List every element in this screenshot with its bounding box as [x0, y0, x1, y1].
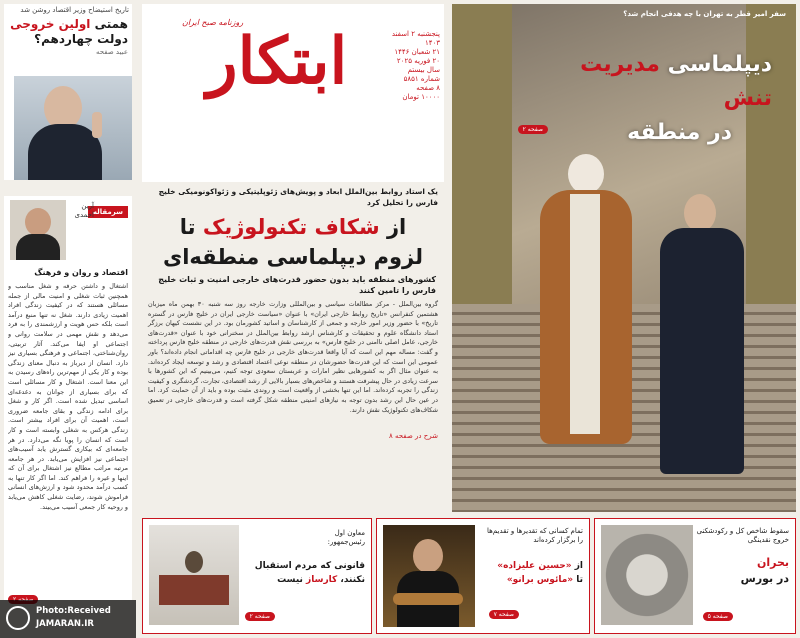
lead-subhead: کشورهای منطقه باید بدون حضور قدرت‌های خارجی امنیت و ثبات خلیج فارس را تامین کنند — [158, 275, 436, 295]
date-line: سال بیستم — [407, 66, 440, 74]
lead-body: گروه بین‌الملل - مرکز مطالعات سیاسی و بین‌المللی وزارت خارجه روز سه شنبه ۳۰ بهمن ماه میزبان هشتمین کنفرانس «تاریخ روابط خارجی ایران» با عنوان «سیاست خارجی ایران در خلیج فارس در گستره تاریخ» با حضور وزیر امور خارجه و جمعی از کارشناسان و اساتید کشورمان بود. در این نشست کیهان برزگر استاد دانشگاه علوم و تحقیقات و کارشناس ارشد روابط بین‌الملل در سخنرانی خود با عنوان «قدرت‌های خارجی، عامل اصلی ناامنی در خلیج فارس» به بررسی نقش قدرت‌های خارجی در منطقه خلیج فارس پرداخته و گفت: مساله مهم این است که آیا واقعا قدرت‌های خارجی در خلیج فارس چه اقداماتی انجام داده‌اند؟ باور عمومی این است که این قدرت‌ها حضورشان در منطقه نوعی اعتماد اقتصادی و رشد و توسعه ایجاد کرده‌اند. به عنوان مثال اگر به کشورهایی نظیر امارات و عربستان سعودی توجه کنیم، می‌بینیم که این کشورها با سرعت زیادی در حال پیشرفت هستند و شاخص‌های بسیار بالایی از رشد اقتصادی، تجارت، گردشگری و کیفیت زندگی را تجربه کرده‌اند. اما این تنها بخشی از واقعیت است و روندی مثبت بوده و باید از آن حمایت کرد. اما در عین حال این رشد بدون توجه به نیازهای امنیتی منطقه شکل گرفته است و قدرت‌های خارجی در تعمیق شکاف‌های تکنولوژیک نقش دارند. — [148, 300, 438, 414]
lead-headline: از شکاف تکنولوژیک تا لزوم دیپلماسی منطقه‌ای — [162, 215, 423, 269]
watermark-line2: JAMARAN.IR — [36, 619, 94, 629]
column-title: اقتصاد و روان و فرهنگ — [34, 268, 128, 277]
stock-photo — [601, 525, 693, 625]
masthead — [142, 4, 444, 182]
masthead-tagline: روزنامه صبح ایران — [182, 18, 244, 27]
date-line: ۸ صفحه — [416, 84, 440, 92]
date-line: ۲۰ فوریه ۲۰۲۵ — [396, 57, 440, 65]
column-author-photo — [10, 200, 66, 260]
column-author: آرین احمدی — [74, 202, 94, 219]
music-kicker: تمام کسانی که تقدیرها و تقدیم‌ها را برگزار کرده‌اند — [487, 527, 583, 544]
date-line: پنجشنبه ۲ اسفند ۱۴۰۳ — [391, 30, 440, 47]
editorial-column[interactable] — [4, 196, 132, 600]
law-headline: قانونی که مردم استقبال نکنند، کارساز نیست — [254, 561, 365, 585]
law-kicker: معاون اول رئیس‌جمهور: — [327, 529, 365, 546]
date-line: ۲۱ شعبان ۱۴۴۶ — [394, 48, 440, 56]
law-page-ref: صفحه ۲ — [245, 603, 275, 622]
bottom-card-law[interactable] — [142, 518, 372, 634]
hero-kicker: سفر امیر قطر به تهران با چه هدفی انجام شد؟ — [623, 10, 786, 18]
date-line: شماره ۵۸۵۱ — [403, 75, 440, 83]
hero-photo[interactable] — [452, 4, 796, 512]
left-top-photo — [14, 76, 132, 180]
date-line: ۱۰۰۰۰ تومان — [402, 93, 440, 101]
masthead-logo: ابتکار — [206, 24, 348, 99]
watermark-logo-icon — [6, 606, 30, 630]
music-headline: از «حسین علیزاده» تا «مائوس برانو» — [497, 561, 583, 585]
photo-credit-watermark — [0, 600, 136, 638]
lead-page-ref: شرح در صفحه ۸ — [389, 432, 438, 440]
hero-figure-right — [652, 194, 752, 474]
left-top-author: عبید صفحه — [95, 48, 128, 56]
left-top-story[interactable] — [4, 4, 132, 180]
bottom-card-music[interactable] — [376, 518, 590, 634]
lead-kicker: یک استاد روابط بین‌الملل ابعاد و پویش‌های ژئوپلیتیکی و ژئواکونومیکی خلیج فارس را تحلیل کرد — [158, 187, 438, 207]
left-top-kicker: تاریخ استیضاح وزیر اقتصاد روشن شد — [20, 6, 129, 14]
lead-story[interactable] — [142, 186, 444, 512]
hero-page-ref: صفحه ۲ — [518, 116, 548, 135]
column-body: اشتغال و داشتن حرفه و شغل مناسب و همچنین ثبات شغلی و امنیت مالی از جمله مسائلی هستند که در کیفیت زندگی افراد اهمیت زیادی دارند. شغل نه تنها منبع درآمد است بلکه حس هویت و ارزشمندی را به فرد می‌دهد و نقش مهمی در سلامت روانی و اجتماعی او ایفا می‌کند. آثار تربیتی، روان‌شناختی، اجتماعی و فرهنگی بسیاری نیز دارد. انسان از دیرباز به دنبال معنای زندگی بوده و کار یکی از مهم‌ترین راه‌های رسیدن به این معنا است. اشتغال و کار مسائلی است که برای بسیاری از جوانان به دغدغه‌ای اساسی تبدیل شده است. اگر کار و شغل برای ادامه زندگی و بقای جامعه ضروری است، اهمیت آن برای افراد بیشتر است. زندگی هرکس به شغلی وابسته است و کار است که انسان را پویا نگه می‌دارد. در هر جامعه‌ای که بیکاری گسترش یابد آسیب‌های اجتماعی نیز افزایش می‌یابد. در هر جامعه مرتبه مراتب مطالع نیز اشتغال برای آن که اینها و غیره را فراهم کند. اما اگر کار تنها به کسب درآمد محدود شود و ارزش‌های انسانی فراموش شوند، رضایت شغلی کاهش می‌یابد و روحیه کار جمعی آسیب می‌بیند. — [8, 282, 128, 511]
bottom-card-stock[interactable] — [594, 518, 796, 634]
music-page-ref: صفحه ۷ — [489, 601, 519, 620]
stock-kicker: سقوط شاخص کل و رکودشکنی خروج نقدینگی — [696, 527, 789, 544]
left-top-headline: همتی اولین خروجی دولت چهاردهم؟ — [10, 17, 128, 46]
hero-figure-left — [530, 154, 640, 454]
masthead-dates — [388, 30, 440, 102]
watermark-line1: Photo:Received — [36, 606, 111, 616]
music-photo — [383, 525, 475, 627]
stock-headline: بحران در بورس — [740, 556, 789, 585]
law-photo — [149, 525, 239, 625]
column-badge: سرمقاله — [88, 206, 128, 218]
hero-headline: دیپلماسی مدیریت تنش در منطقه — [580, 52, 772, 145]
stock-page-ref: صفحه ۵ — [703, 603, 733, 622]
